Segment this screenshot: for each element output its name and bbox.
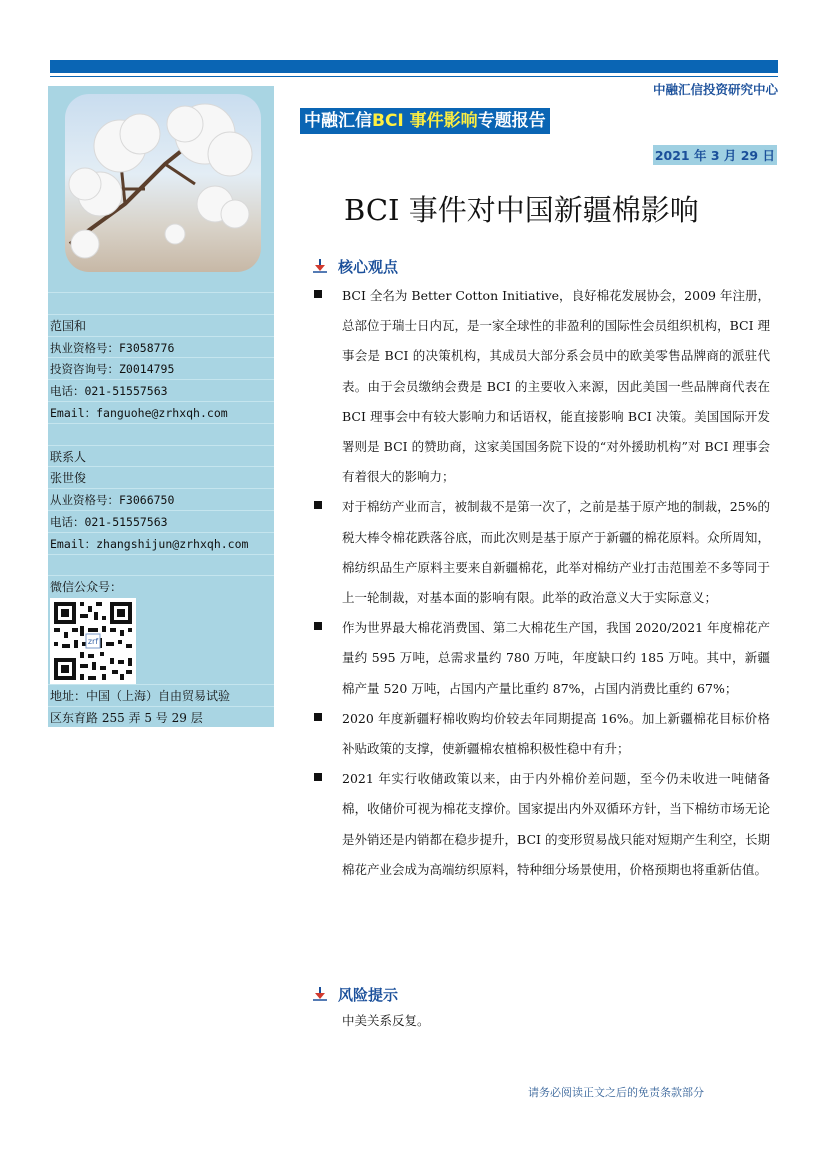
header-bar <box>50 60 778 73</box>
cotton-illustration <box>65 94 261 272</box>
list-item <box>312 704 770 764</box>
banner-highlight: BCI 事件影响 <box>372 111 478 131</box>
contact-name: 张世俊 <box>48 466 274 488</box>
report-banner <box>300 108 550 134</box>
bullet-square <box>314 290 322 298</box>
svg-text:zrf: zrf <box>87 637 99 646</box>
bullet-text: 2021 年实行收储政策以来，由于内外棉价差问题，至今仍未收进一吨储备棉，收储价可视为棉花支撑价。国家提出内外双循环方针，当下棉纺市场无论是外销还是内销都在稳步提升，BCI 的变形贸易战只能对短期产生利空，长期棉花产业会成为高端纺织原料，特种细分场景使用，价格预期也将重新估值。 <box>342 771 770 877</box>
contact-license: 从业资格号：F3066750 <box>48 488 274 510</box>
contact-phone: 电话：021-51557563 <box>48 510 274 532</box>
header-rule <box>50 76 778 77</box>
contact-list <box>48 292 274 597</box>
wechat-label: 微信公众号： <box>48 575 274 597</box>
bullet-square <box>314 713 322 721</box>
list-item <box>312 281 770 492</box>
list-item <box>312 613 770 704</box>
bullet-square <box>314 501 322 509</box>
list-item <box>312 764 770 885</box>
address-line-1: 地址：中国（上海）自由贸易试验 <box>48 684 274 706</box>
analyst-name: 范国和 <box>48 314 274 336</box>
cotton-photo <box>65 94 261 272</box>
sidebar-row <box>48 423 274 445</box>
bullet-text: 对于棉纺产业而言，被制裁不是第一次了，之前是基于原产地的制裁，25%的税大棒令棉花跌落谷底，而此次则是基于原产于新疆的棉花原料。众所周知，棉纺织品生产原料主要来自新疆棉花，此举对棉纺产业打击范围差不多等同于上一轮制裁，对基本面的影响有限。此举的政治意义大于实际意义； <box>342 499 770 606</box>
risk-section-heading <box>312 984 398 1006</box>
org-name: 中融汇信投资研究中心 <box>652 82 778 97</box>
contact-email: Email：zhangshijun@zrhxqh.com <box>48 532 274 554</box>
risk-text: 中美关系反复。 <box>342 1013 430 1028</box>
analyst-license: 执业资格号：F3058776 <box>48 336 274 358</box>
sidebar-row <box>48 554 274 576</box>
disclaimer-note: 请务必阅读正文之后的免责条款部分 <box>528 1086 704 1099</box>
bullet-text: 2020 年度新疆籽棉收购均价较去年同期提高 16%。加上新疆棉花目标价格补贴政策的支撑，使新疆棉农植棉积极性稳中有升； <box>342 710 770 757</box>
analyst-phone: 电话：021-51557563 <box>48 379 274 401</box>
sidebar-row <box>48 292 274 314</box>
address-line-2: 区东育路 255 弄 5 号 29 层 <box>48 706 274 728</box>
report-date: 2021 年 3 月 29 日 <box>653 145 777 165</box>
analyst-email: Email：fanguohe@zrhxqh.com <box>48 401 274 423</box>
core-points <box>312 281 770 885</box>
banner-suffix: 专题报告 <box>477 111 546 131</box>
bullet-text: 作为世界最大棉花消费国、第二大棉花生产国，我国 2020/2021 年度棉花产量约 595 万吨，总需求量约 780 万吨，年度缺口约 185 万吨。其中，新疆棉产量 520 万吨，占国内产量比重约 87%，占国内消费比重约 67%； <box>342 620 770 696</box>
arrow-icon <box>312 986 328 1006</box>
page-title: BCI 事件对中国新疆棉影响 <box>344 193 699 227</box>
risk-section-title: 风险提示 <box>338 986 399 1004</box>
bullet-square <box>314 773 322 781</box>
bullet-text: BCI 全名为 Better Cotton Initiative，良好棉花发展协会，2009 年注册，总部位于瑞士日内瓦，是一家全球性的非盈利的国际性会员组织机构，BCI 理事会是 BCI 的决策机构，其成员大部分系会员中的欧美零售品牌商的派驻代表。由于会员缴纳会费是 BCI 的主要收入来源，因此美国一些品牌商代表在 BCI 理事会中有较大影响力和话语权，能直接影响 BCI 决策。美国国际开发署则是 BCI 的赞助商，这家美国国务院下设的“对外援助机构”对 BCI 理事会有着很大的影响力； <box>342 288 770 485</box>
qr-code-icon <box>50 598 136 684</box>
arrow-icon <box>312 258 328 278</box>
analyst-consult-no: 投资咨询号：Z0014795 <box>48 357 274 379</box>
bullet-square <box>314 622 322 630</box>
banner-prefix: 中融汇信 <box>304 111 372 131</box>
core-section-title: 核心观点 <box>338 258 399 276</box>
list-item <box>312 492 770 613</box>
core-section-heading <box>312 256 398 278</box>
sidebar <box>48 86 274 727</box>
contact-label: 联系人 <box>48 445 274 467</box>
